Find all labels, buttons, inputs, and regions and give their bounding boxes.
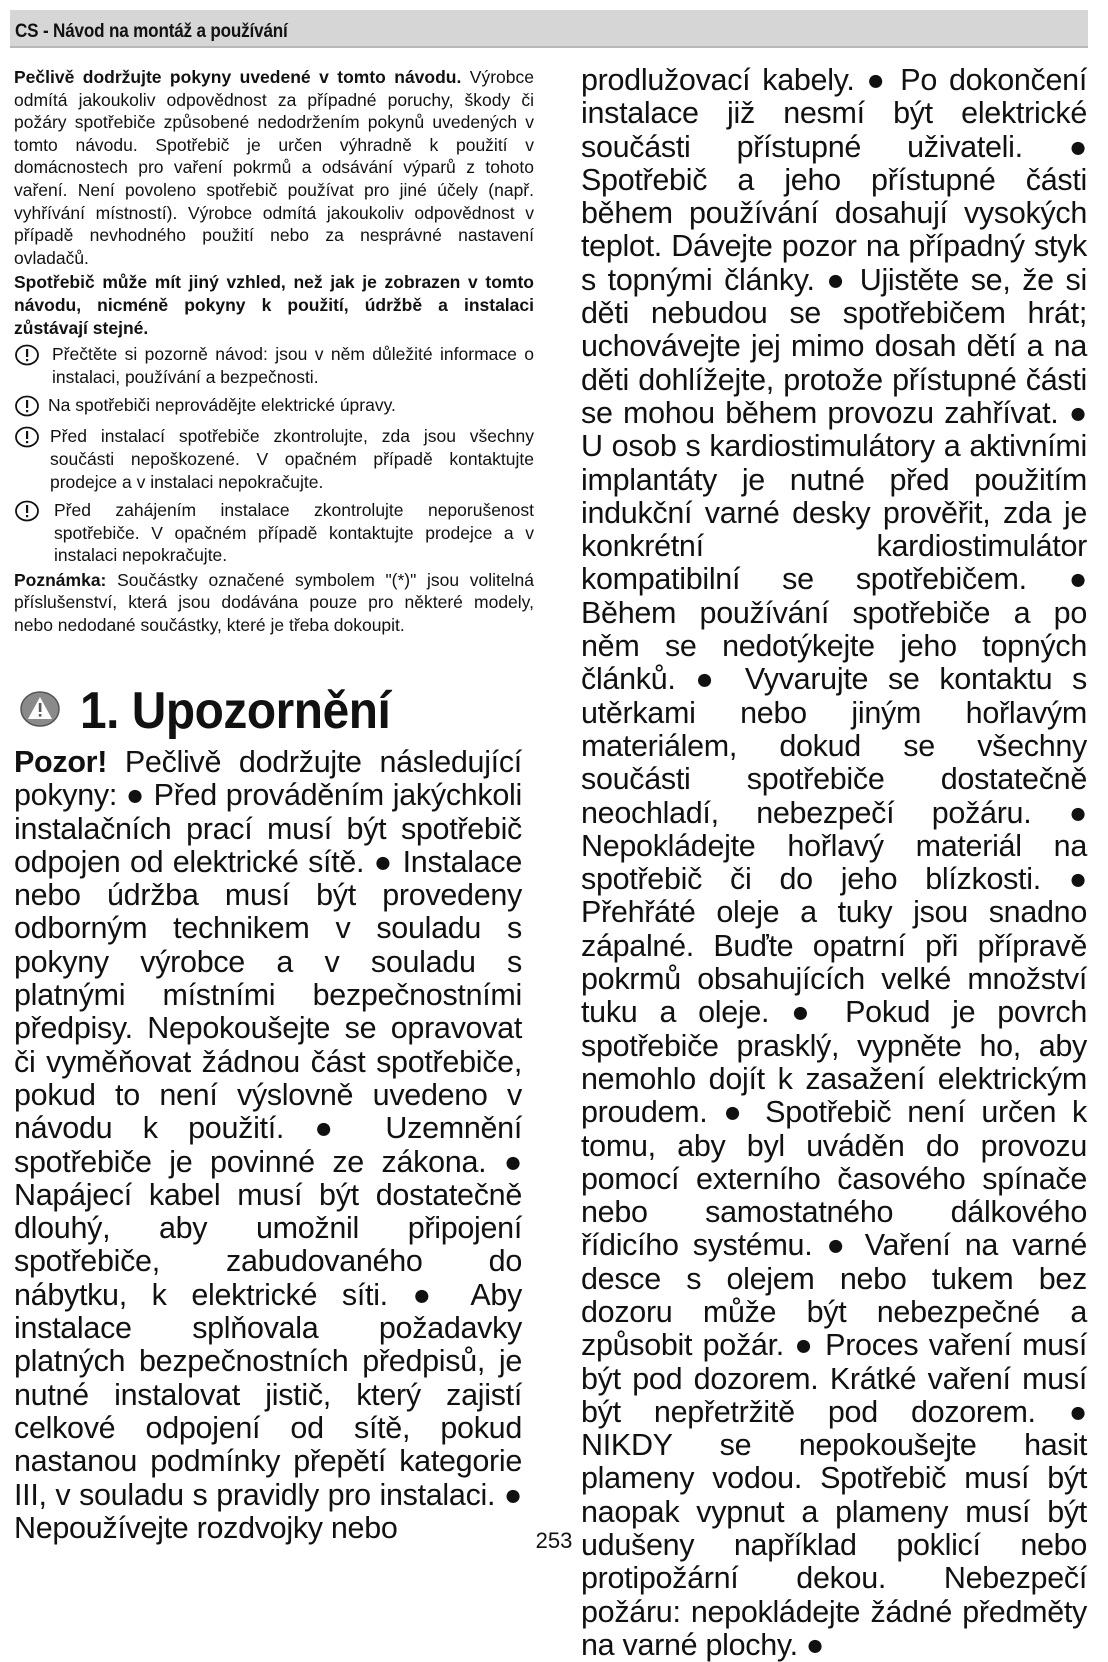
intro-paragraph: [14, 66, 534, 269]
appearance-note: Spotřebič může mít jiný vzhled, než jak je zobrazen v tomto návodu, nicméně pokyny k použití, údržbě a instalaci zůstávají stejné.: [14, 272, 534, 338]
intro-text: Výrobce odmítá jakoukoliv odpovědnost za případné poruchy, škody či požáry spotřebiče způsobené nedodržením pokynů uvedených v tomto návodu. Spotřebič je určen výhradně k použití v domácnostech pro vaření pokrmů a odsávání výparů z tohoto vaření. Není povoleno spotřebič používat pro jiné účely (např. vyhřívání místností). Výrobce odmítá jakoukoliv odpovědnost v případě nevhodného použití nebo za nesprávné nastavení ovladačů.: [14, 67, 534, 268]
warnings-paragraph-left: [14, 746, 522, 1545]
note-text: Přečtěte si pozorně návod: jsou v něm důležité informace o instalaci, používání a bezpečnosti.: [52, 344, 534, 387]
info-icon: [14, 500, 42, 524]
warnings-right-column: [581, 64, 1087, 1662]
note-text: Před zahájením instalace zkontrolujte neporušenost spotřebiče. V opačném případě kontaktujte prodejce a v instalaci nepokračujte.: [54, 500, 534, 566]
remark-label: Poznámka:: [14, 569, 107, 590]
header-title: CS - Návod na montáž a používání: [15, 21, 288, 42]
info-icon: [14, 395, 42, 419]
note-item: [14, 499, 534, 567]
warnings-left-column: [14, 746, 522, 1545]
warning-lead: Pozor!: [14, 745, 108, 779]
remark-text: Součástky označené symbolem "(*)" jsou volitelná příslušenství, která jsou dodávána pouze pro některé modely, nebo nedodané součástky, které je třeba dokoupit.: [14, 569, 534, 636]
page-number: 253: [535, 1528, 573, 1553]
info-icon: [14, 426, 42, 450]
intro-block: [14, 66, 534, 637]
info-icon: [14, 344, 42, 368]
section-heading: [14, 678, 534, 744]
warnings-text-right: prodlužovací kabely. ● Po dokončení instalace již nesmí být elektrické součásti přístupné uživateli. ● Spotřebič a jeho přístupné části během používání dosahují vysokých teplot. Dávejte pozor na případný styk s topnými články. ● Ujistěte se, že si děti nebudou se spotřebičem hrát; uchovávejte jej mimo dosah dětí a na děti dohlížejte, protože přístupné části se mohou během provozu zahřívat. ● U osob s kardiostimulátory a aktivními implantáty je nutné před použitím indukční varné desky prověřit, zda je konkrétní kardiostimulátor kompatibilní se spotřebičem. ● Během používání spotřebiče a po něm se nedotýkejte jeho topných článků. ● Vyvarujte se kontaktu s utěrkami nebo jiným hořlavým materiálem, dokud se všechny součásti spotřebiče dostatečně neochladí, nebezpečí požáru. ● Nepokládejte hořlavý materiál na spotřebič či do jeho blízkosti. ● Přehřáté oleje a tuky jsou snadno zápalné. Buďte opatrní při přípravě pokrmů obsahujících velké množství tuku a oleje. ● Pokud je povrch spotřebiče prasklý, vypněte ho, aby nemohlo dojít k zasažení elektrickým proudem. ● Spotřebič není určen k tomu, aby byl uváděn do provozu pomocí externího časového spínače nebo samostatného dálkového řídicího systému. ● Vaření na varné desce s olejem nebo tukem bez dozoru může být nebezpečné a způsobit požár. ● Proces vaření musí být pod dozorem. Krátké vaření musí být nepřetržitě pod dozorem. ● NIKDY se nepokoušejte hasit plameny vodou. Spotřebič musí být naopak vypnut a plameny musí být udušeny například poklicí nebo protipožární dekou. Nebezpečí požáru: nepokládejte žádné předměty na varné plochy. ●: [581, 63, 1087, 1662]
note-item: [14, 425, 534, 493]
note-item: [14, 343, 534, 388]
intro-lead: Pečlivě dodržujte pokyny uvedené v tomto návodu.: [14, 67, 462, 87]
warning-icon: [14, 689, 80, 734]
section-title: 1. Upozornění: [80, 682, 391, 740]
remark: [14, 569, 534, 637]
warnings-text-left: Pečlivě dodržujte následující pokyny: ● Před prováděním jakýchkoli instalačních prací musí být spotřebič odpojen od elektrické sítě. ● Instalace nebo údržba musí být provedeny odborným technikem v souladu s pokyny výrobce a v souladu s platnými místními bezpečnostními předpisy. Nepokoušejte se opravovat či vyměňovat žádnou část spotřebiče, pokud to není výslovně uvedeno v návodu k použití. ● Uzemnění spotřebiče je povinné ze zákona. ● Napájecí kabel musí být dostatečně dlouhý, aby umožnil připojení spotřebiče, zabudovaného do nábytku, k elektrické síti. ● Aby instalace splňovala požadavky platných bezpečnostních předpisů, je nutné instalovat jistič, který zajistí celkové odpojení od sítě, pokud nastanou podmínky přepětí kategorie III, v souladu s pravidly pro instalaci. ● Nepoužívejte rozdvojky nebo: [14, 745, 522, 1545]
page-header-bar: [10, 10, 1088, 48]
note-text: Na spotřebiči neprovádějte elektrické úpravy.: [48, 395, 396, 416]
note-text: Před instalací spotřebiče zkontrolujte, zda jsou všechny součásti nepoškozené. V opačném případě kontaktujte prodejce a v instalaci nepokračujte.: [50, 426, 534, 492]
note-item: [14, 394, 534, 419]
